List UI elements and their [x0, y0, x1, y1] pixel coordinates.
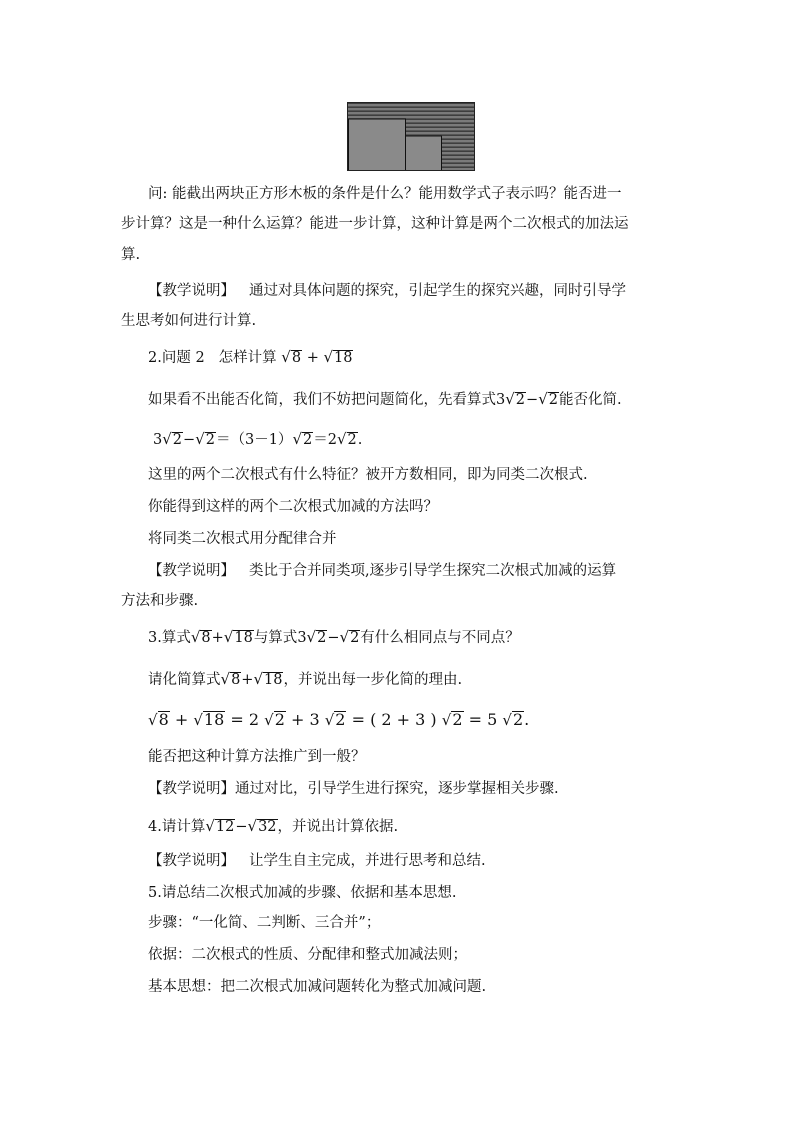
- squares-diagram: [348, 103, 475, 171]
- sqrt-expr: √2: [441, 710, 463, 729]
- teaching-note: [148, 562, 616, 580]
- large-square: [349, 119, 406, 171]
- steps-label: 步骤：: [148, 915, 192, 931]
- sqrt-expr: √2: [324, 710, 346, 729]
- method-question: 你能得到这样的两个二次根式加减的方法吗？: [148, 499, 438, 515]
- note-text: 通过对具体问题的探究，引起学生的探究兴趣，同时引导学: [249, 283, 626, 299]
- teaching-note: [148, 852, 486, 870]
- generalize-line: 能否把这种计算方法推广到一般？: [148, 749, 366, 765]
- q2-prefix: 2.问题 2: [148, 350, 205, 366]
- sqrt-expr: √18: [323, 348, 353, 366]
- small-square: [406, 136, 442, 171]
- question-5: 5.请总结二次根式加减的步骤、依据和基本思想.: [148, 885, 457, 901]
- question-2: 2.问题 2 怎样计算 √8 + √18: [148, 348, 353, 366]
- method-answer: 将同类二次根式用分配律合并: [148, 531, 337, 547]
- sqrt-expr: √8: [148, 710, 169, 729]
- sqrt-expr: √2: [505, 390, 526, 408]
- wooden-board-figure: [347, 102, 475, 171]
- sqrt-expr: √8: [281, 348, 302, 366]
- simplify-line: 如果看不出能否化简，我们不妨把问题简化，先看算式3√2−√2能否化简.: [148, 390, 622, 408]
- note-tag: 【教学说明】: [148, 283, 235, 299]
- sqrt-expr: √2: [336, 430, 357, 448]
- teaching-note-cont: 方法和步骤.: [121, 593, 199, 609]
- sqrt-expr: √12: [205, 817, 235, 835]
- paragraph-line: 步计算？这是一种什么运算？能进一步计算，这种计算是两个二次根式的加法运: [121, 216, 629, 232]
- note-text: 让学生自主完成，并进行思考和总结.: [249, 853, 486, 869]
- note-text: 通过对比，引导学生进行探究，逐步掌握相关步骤.: [235, 781, 559, 797]
- sqrt-expr: √2: [306, 628, 327, 646]
- paragraph-line: 算.: [121, 247, 141, 263]
- question-4: 4.请计算√12−√32，并说出计算依据.: [148, 817, 399, 835]
- teaching-note: [148, 282, 626, 300]
- sqrt-expr: √18: [253, 670, 283, 688]
- note-tag: 【教学说明】: [148, 563, 235, 579]
- sqrt-expr: √32: [247, 817, 277, 835]
- q2-text: 怎样计算: [218, 350, 277, 366]
- note-text: 类比于合并同类项,逐步引导学生探究二次根式加减的运算: [249, 563, 617, 579]
- steps-line: 步骤：“一化简、二判断、三合并”；: [148, 915, 381, 931]
- sqrt-expr: √2: [502, 710, 524, 729]
- paragraph-line: 问: 能截出两块正方形木板的条件是什么？能用数学式子表示吗？能否进一: [148, 186, 622, 202]
- sqrt-expr: √8: [220, 670, 241, 688]
- teaching-note-cont: 生思考如何进行计算.: [121, 313, 257, 329]
- feature-line: 这里的两个二次根式有什么特征？被开方数相同，即为同类二次根式.: [148, 467, 588, 483]
- sqrt-expr: √2: [339, 628, 360, 646]
- sqrt-expr: √18: [223, 628, 253, 646]
- equation-line: √8 + √18 = 2 √2 + 3 √2 = ( 2 + 3 ) √2 = 5 √2.: [148, 710, 530, 729]
- basis-line: 依据：二次根式的性质、分配律和整式加减法则；: [148, 947, 467, 963]
- idea-line: 基本思想：把二次根式加减问题转化为整式加减问题.: [148, 979, 487, 995]
- sqrt-expr: √8: [190, 628, 211, 646]
- note-tag: 【教学说明】: [148, 781, 235, 797]
- sqrt-expr: √2: [195, 430, 215, 448]
- teaching-note: [148, 780, 559, 798]
- basis-label: 依据：: [148, 947, 192, 963]
- sqrt-expr: √2: [292, 430, 313, 448]
- sqrt-expr: √2: [538, 390, 558, 408]
- sqrt-expr: √18: [193, 710, 225, 729]
- question-3: 3.算式√8+√18与算式3√2−√2有什么相同点与不同点？: [148, 628, 520, 646]
- simplify2-line: 请化简算式√8+√18，并说出每一步化简的理由.: [148, 670, 463, 688]
- sqrt-expr: √2: [264, 710, 285, 729]
- calc-line: 3√2−√2＝（3－1）√2＝2√2.: [153, 430, 363, 448]
- sqrt-expr: √2: [162, 430, 183, 448]
- idea-label: 基本思想：: [148, 979, 221, 995]
- note-tag: 【教学说明】: [148, 853, 235, 869]
